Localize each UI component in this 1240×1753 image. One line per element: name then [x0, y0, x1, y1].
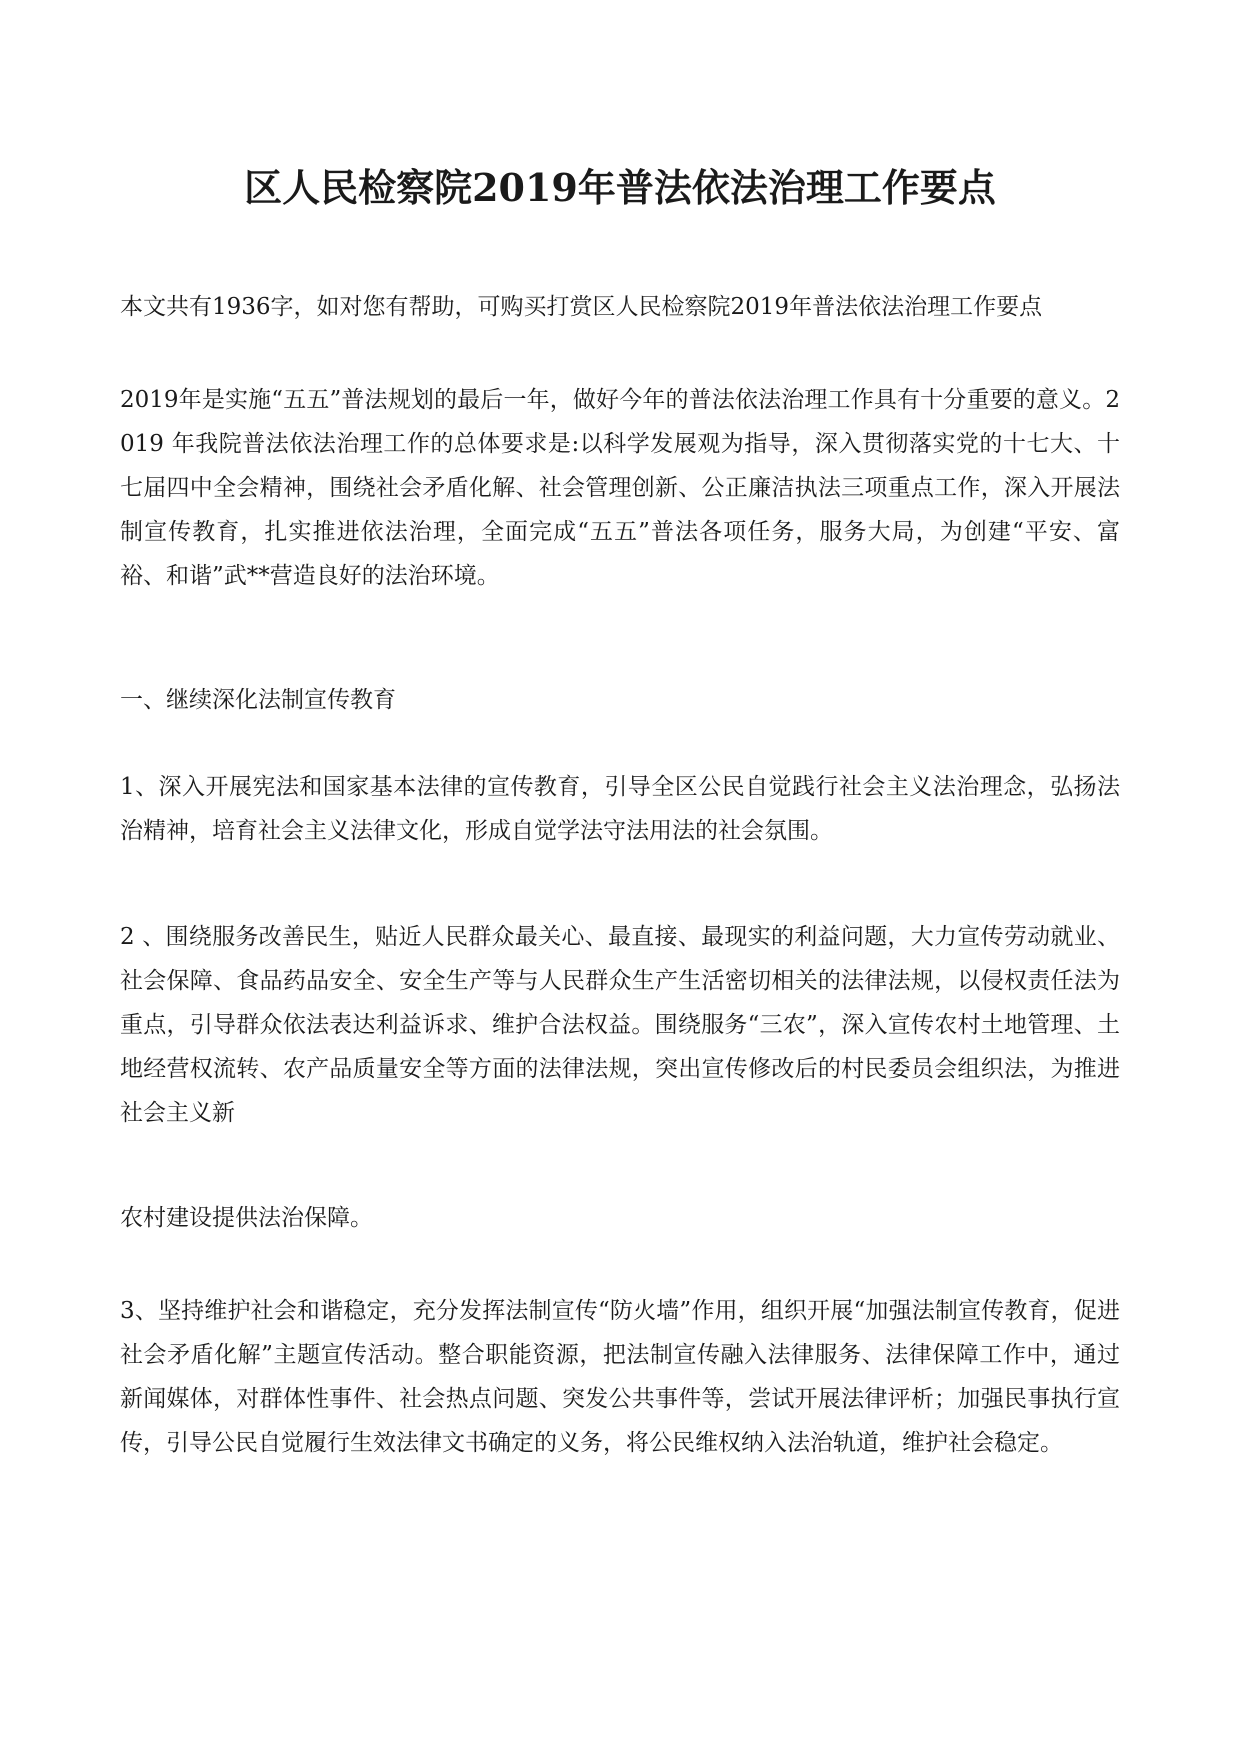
section-heading-1: 一、继续深化法制宣传教育: [120, 687, 396, 713]
paragraph-item-2: 2 、围绕服务改善民生，贴近人民群众最关心、最直接、最现实的利益问题，大力宣传劳动就业、社会保障、食品药品安全、安全生产等与人民群众生产生活密切相关的法律法规，以侵权责任法为重点，引导群众依法表达利益诉求、维护合法权益。围绕服务“三农”，深入宣传农村土地管理、土地经营权流转、农产品质量安全等方面的法律法规，突出宣传修改后的村民委员会组织法，为推进社会主义新: [120, 924, 1120, 1126]
paragraph-item-1: 1、深入开展宪法和国家基本法律的宣传教育，引导全区公民自觉践行社会主义法治理念，弘扬法治精神，培育社会主义法律文化，形成自觉学法守法用法的社会氛围。: [120, 774, 1120, 844]
paragraph-item-2-continued: 农村建设提供法治保障。: [120, 1205, 373, 1231]
paragraph-item-3: 3、坚持维护社会和谐稳定，充分发挥法制宣传“防火墙”作用，组织开展“加强法制宣传教育，促进社会矛盾化解”主题宣传活动。整合职能资源，把法制宣传融入法律服务、法律保障工作中，通过新闻媒体，对群体性事件、社会热点问题、突发公共事件等，尝试开展法律评析；加强民事执行宣传，引导公民自觉履行生效法律文书确定的义务，将公民维权纳入法治轨道，维护社会稳定。: [120, 1298, 1120, 1456]
paragraph-overview: 2019年是实施“五五”普法规划的最后一年，做好今年的普法依法治理工作具有十分重要的意义。2019 年我院普法依法治理工作的总体要求是:以科学发展观为指导，深入贯彻落实党的十七大、十七届四中全会精神，围绕社会矛盾化解、社会管理创新、公正廉洁执法三项重点工作，深入开展法制宣传教育，扎实推进依法治理，全面完成“五五”普法各项任务，服务大局，为创建“平安、富裕、和谐”武**营造良好的法治环境。: [120, 387, 1120, 589]
document-title: 区人民检察院2019年普法依法治理工作要点: [244, 165, 996, 210]
intro-paragraph: 本文共有1936字，如对您有帮助，可购买打赏区人民检察院2019年普法依法治理工作要点: [120, 294, 1043, 320]
